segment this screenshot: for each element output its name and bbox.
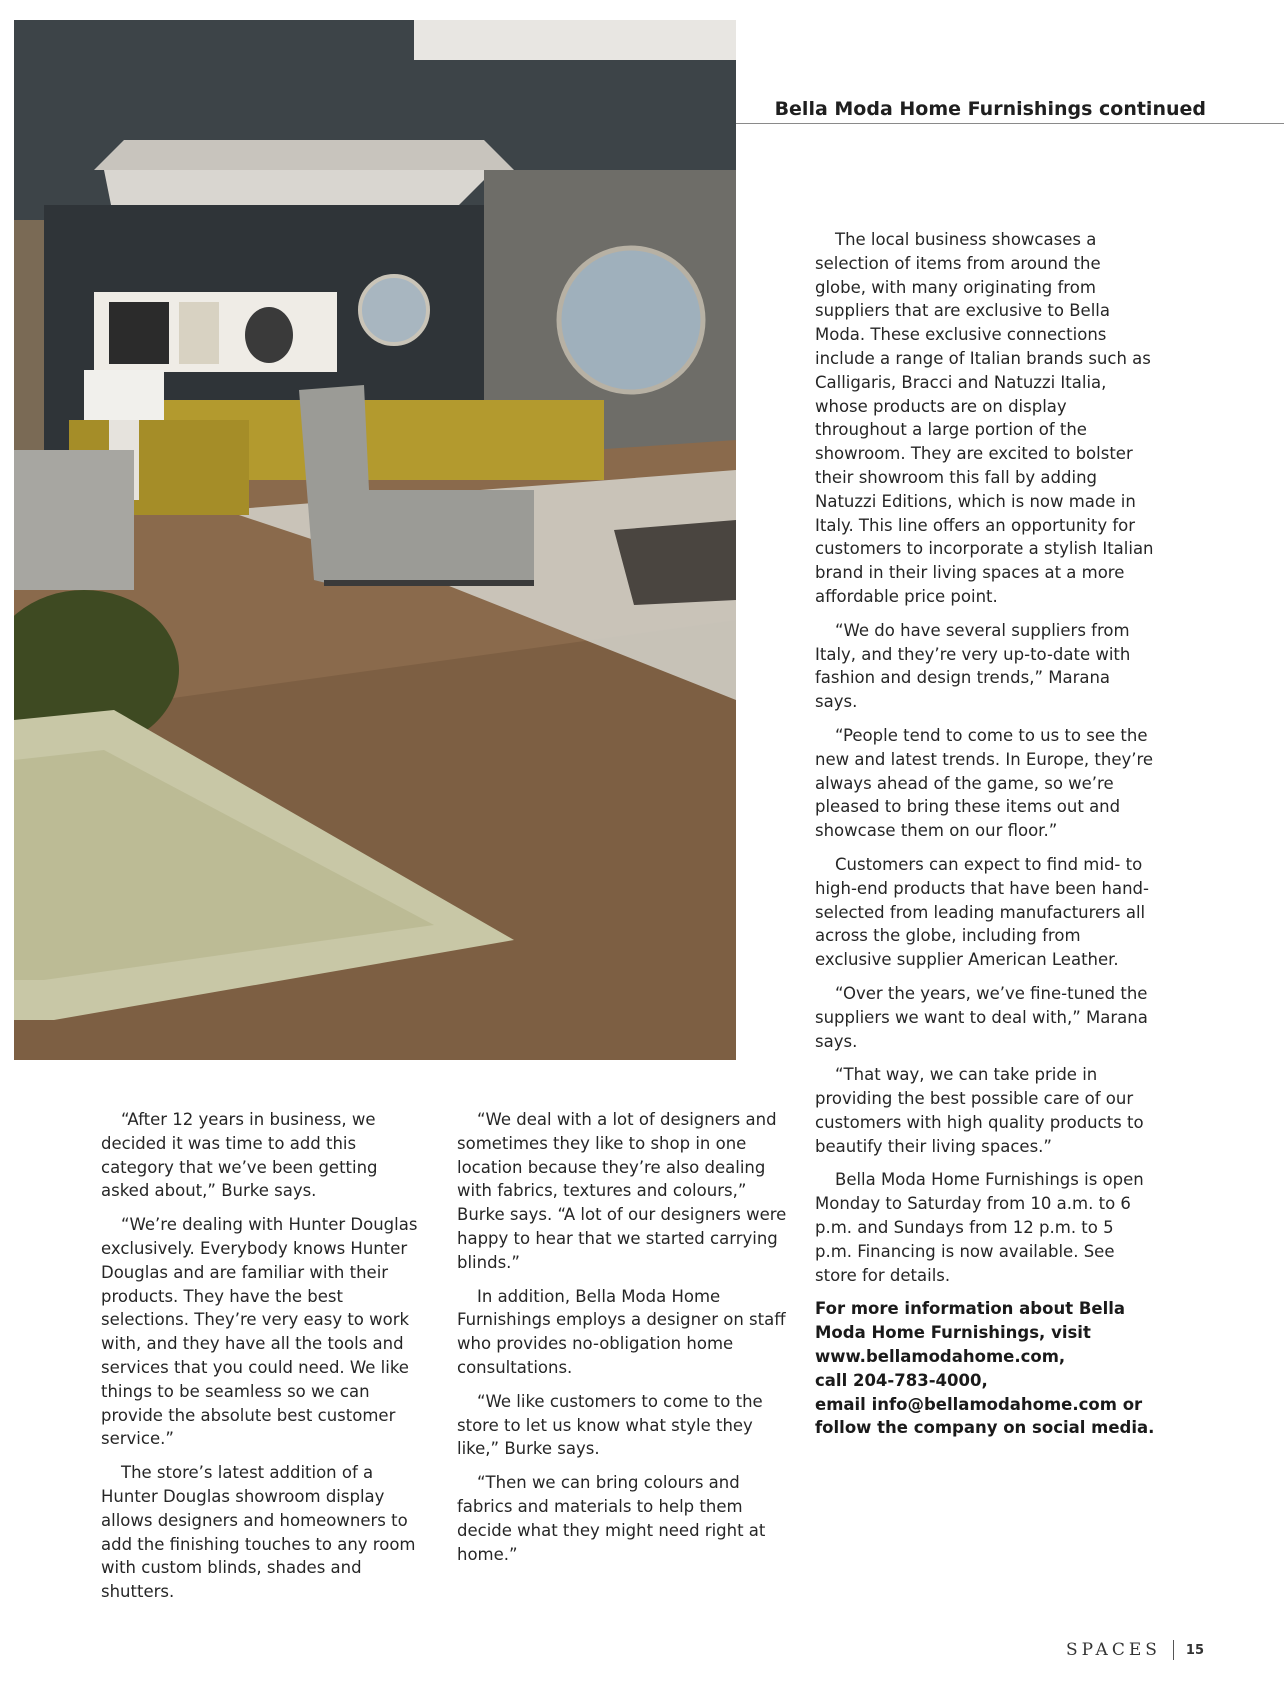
footer-divider [1173, 1640, 1174, 1660]
paragraph: “We deal with a lot of designers and sometimes they like to shop in one location because they’re also dealing with fabrics, textures and colours,” Burke says. “A lot of our designers were happy to hear that we started carrying blinds.” [457, 1110, 787, 1272]
page-number: 15 [1185, 1642, 1204, 1658]
magazine-name: SPACES [1066, 1640, 1161, 1660]
showroom-image [14, 20, 736, 1060]
paragraph: In addition, Bella Moda Home Furnishings employs a designer on staff who provides no-obligation home consultations. [457, 1286, 786, 1377]
showroom-photo [14, 20, 736, 1060]
paragraph: “We like customers to come to the store to let us know what style they like,” Burke says. [457, 1391, 763, 1459]
paragraph: “After 12 years in business, we decided it was time to add this category that we’ve been getting asked about,” Burke says. [101, 1110, 378, 1201]
paragraph: The local business showcases a selection of items from around the globe, with many originating from suppliers that are exclusive to Bella Moda. These exclusive connections include a range of Italian brands such as Calligaris, Bracci and Natuzzi Italia, whose products are on display throughout a large portion of the showroom. They are excited to bolster their showroom this fall by adding Natuzzi Editions, which is now made in Italy. This line offers an opportunity for customers to incorporate a stylish Italian brand in their living spaces at a more affordable price point. [815, 230, 1154, 606]
contact-line: Moda Home Furnishings, visit [815, 1323, 1091, 1343]
paragraph: “We do have several suppliers from Italy, and they’re very up-to-date with fashion and design trends,” Marana says. [815, 620, 1131, 712]
header-rule [736, 123, 1284, 124]
paragraph: Customers can expect to find mid- to high-end products that have been hand-selected from leading manufacturers all across the globe, including from exclusive supplier American Leather. [815, 854, 1149, 970]
paragraph: “Over the years, we’ve fine-tuned the suppliers we want to deal with,” Marana says. [815, 983, 1148, 1051]
contact-line: For more information about Bella [815, 1299, 1126, 1319]
page-footer [1066, 1640, 1204, 1660]
website-link[interactable]: www.bellamodahome.com, [815, 1347, 1066, 1367]
email-link[interactable]: email info@bellamodahome.com or [815, 1394, 1143, 1414]
paragraph: “We’re dealing with Hunter Douglas exclusively. Everybody knows Hunter Douglas and are familiar with their products. They have the best selections. They’re very easy to work with, and they have all the tools and services that you could need. We like things to be seamless so we can provide the absolute best customer service.” [101, 1215, 418, 1449]
contact-line: follow the company on social media. [815, 1418, 1155, 1438]
paragraph: Bella Moda Home Furnishings is open Monday to Saturday from 10 a.m. to 6 p.m. and Sundays from 12 p.m. to 5 p.m. Financing is now available. See store for details. [815, 1170, 1144, 1285]
section-header: Bella Moda Home Furnishings continued [774, 98, 1206, 120]
contact-info [815, 1297, 1155, 1440]
paragraph: The store’s latest addition of a Hunter Douglas showroom display allows designers and homeowners to add the finishing touches to any room with custom blinds, shades and shutters. [101, 1463, 416, 1602]
phone-number[interactable]: call 204-783-4000, [815, 1370, 988, 1390]
paragraph: “That way, we can take pride in providing the best possible care of our customers with high quality products to beautify their living spaces.” [815, 1065, 1144, 1156]
paragraph: “Then we can bring colours and fabrics and materials to help them decide what they might need right at home.” [457, 1473, 766, 1564]
article-column-middle [457, 1108, 793, 1576]
paragraph: “People tend to come to us to see the new and latest trends. In Europe, they’re always ahead of the game, so we’re pleased to bring these items out and showcase them on our floor.” [815, 725, 1154, 841]
article-column-right [815, 228, 1155, 1450]
article-column-left [101, 1108, 431, 1614]
